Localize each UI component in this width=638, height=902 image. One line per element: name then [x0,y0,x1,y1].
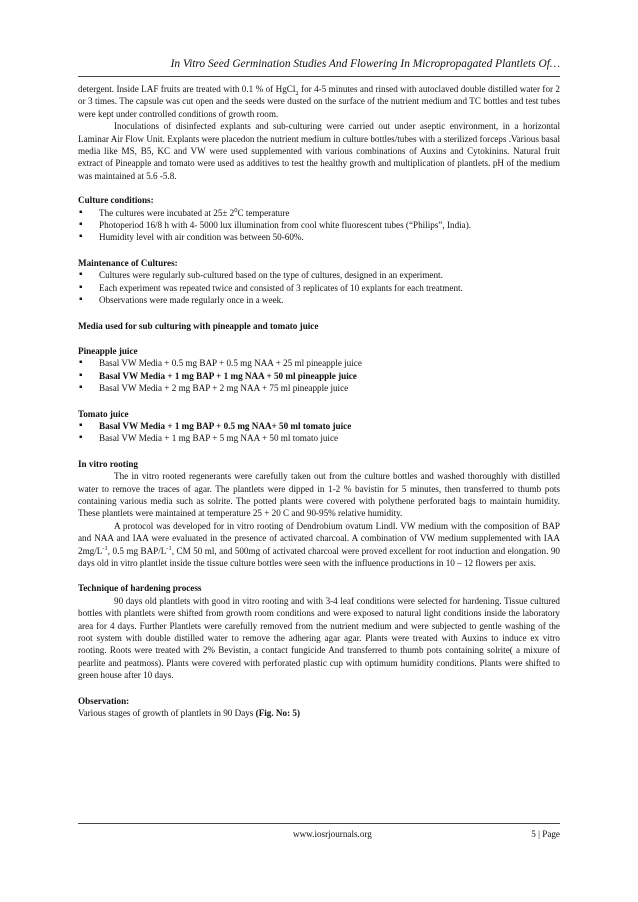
figure-reference: (Fig. No: 5) [255,708,301,719]
journal-website: www.iosrjournals.org [293,829,372,839]
section-heading-observation: Observation: [78,695,130,706]
list-item: ▪ Basal VW Media + 1 mg BAP + 5 mg NAA + 50 ml tomato juice [78,432,560,444]
pineapple-list [78,357,560,394]
rooting-paragraph-2 [78,520,560,570]
intro-paragraph-1 [78,83,560,120]
rooting-text: A protocol was developed for in vitro rooting of Dendrobium ovatum Lindl. VW medium with the composition of BAP and NAA and IAA were evaluated in the presence of activated charcoal. A combination of VW medium supplemented with IAA 2mg/L [78,520,560,556]
list-item-text: The cultures were incubated at 25± 2 [99,207,235,218]
list-item: ▪ Basal VW Media + 1 mg BAP + 0.5 mg NAA+ 50 ml tomato juice [78,420,560,432]
superscript: -1 [166,544,172,552]
section-heading-hardening: Technique of hardening process [78,583,202,594]
header-rule [78,76,560,77]
list-item: ▪ Basal VW Media + 2 mg BAP + 2 mg NAA + 75 ml pineapple juice [78,382,560,394]
footer-rule [78,823,560,824]
superscript: 0 [234,206,238,214]
running-title: In Vitro Seed Germination Studies And Flowering In Micropropagated Plantlets Of… [170,58,560,70]
list-item: ▪ Basal VW Media + 0.5 mg BAP + 0.5 mg NAA + 25 ml pineapple juice [78,357,560,369]
list-item [78,207,560,219]
rooting-text: , 0.5 mg BAP/L [107,545,167,556]
superscript: -1 [102,544,108,552]
list-item: ▪ Cultures were regularly sub-cultured based on the type of cultures, designed in an experiment. [78,269,560,281]
list-item: ▪ Observations were made regularly once in a week. [78,294,560,306]
hardening-paragraph: 90 days old plantlets with good in vitro rooting and with 3-4 leaf conditions were selected for hardening. Tissue cultured bottles with plantlets were shifted from growth room conditions and were exposed to natural light conditions inside the laboratory area for 4 days. Further Plantlets were carefully removed from the nutrient medium and were subjected to gentle washing of the root system with double distilled water to remove the adhering agar agar. Plants were treated with Auxins to induce ex vitro rooting. Roots were treated with 2% Bevistin, a contact fungicide And transferred to thumb pots containing solrite( a mixure of pearlite and peatmoss). Plants were covered with perforated plastic cup with optimum humidity conditions. Plants were shifted to green house after 10 days. [78,595,560,681]
page-number: 5 | Page [531,829,560,839]
list-item-text: C temperature [237,207,290,218]
tomato-list [78,420,560,445]
culture-conditions-list [78,207,560,244]
intro-paragraph-2: Inoculations of disinfected explants and sub-culturing were carried out under aseptic environment, in a horizontal Laminar Air Flow Unit. Explants were placedon the nutrient medium in culture bottles/tubes with a sterilized forceps .Various basal media like MS, B5, KC and VW were used supplemented with various combinations of Auxins and Cytokinins. Natural fruit extract of Pineapple and tomato were used as additives to test the healthy growth and multiplication of plantlets. pH of the medium was maintained at 5.6 -5.8. [78,121,560,181]
intro-text: detergent. Inside LAF fruits are treated with 0.1 % of HgCl [78,84,296,94]
subscript: 2 [295,89,299,97]
list-item: ▪ Humidity level with air condition was between 50-60%. [78,231,560,243]
section-heading-media: Media used for sub culturing with pineapple and tomato juice [78,320,319,331]
intro-text: for 4-5 minutes and rinsed with autoclaved double distilled water for 2 or 3 times. The capsule was cut open and the seeds were dusted on the surface of the nutrient medium and TC bottles and test tubes were kept under controlled conditions of growth room. [78,84,560,119]
maintenance-list [78,269,560,306]
article-body [78,83,560,719]
rooting-text: , CM 50 ml, and 500mg of activated charcoal were proved excellent for root induction and elongation. 90 days old in vitro plantlet inside the tissue culture bottles were seen with the influence productions in 10 – 12 flowers per axis. [78,545,560,568]
list-item: ▪ Photoperiod 16/8 h with 4- 5000 lux illumination from cool white fluorescent tubes (“Philips”, India). [78,219,560,231]
section-heading-maintenance: Maintenance of Cultures: [78,257,178,268]
section-heading-pineapple: Pineapple juice [78,345,138,356]
list-item: ▪ Basal VW Media + 1 mg BAP + 1 mg NAA + 50 ml pineapple juice [78,370,560,382]
section-heading-culture-conditions: Culture conditions: [78,195,154,206]
observation-text [78,707,560,719]
observation-sentence: Various stages of growth of plantlets in 90 Days [78,708,256,719]
section-heading-tomato: Tomato juice [78,408,129,419]
list-item: ▪ Each experiment was repeated twice and consisted of 3 replicates of 10 explants for each treatment. [78,282,560,294]
rooting-paragraph-1: The in vitro rooted regenerants were carefully taken out from the culture bottles and washed thoroughly with distilled water to remove the traces of agar. The plantlets were dipped in 1-2 % bavistin for 5 minutes, then transferred to thumb pots containing various media such as solrite. The potted plants were covered with polythene perforated bags to maintain humidity. These plantlets were maintained at temperature 25 + 20 C and 90-95% relative humidity. [78,471,560,519]
section-heading-rooting: In vitro rooting [78,458,138,469]
